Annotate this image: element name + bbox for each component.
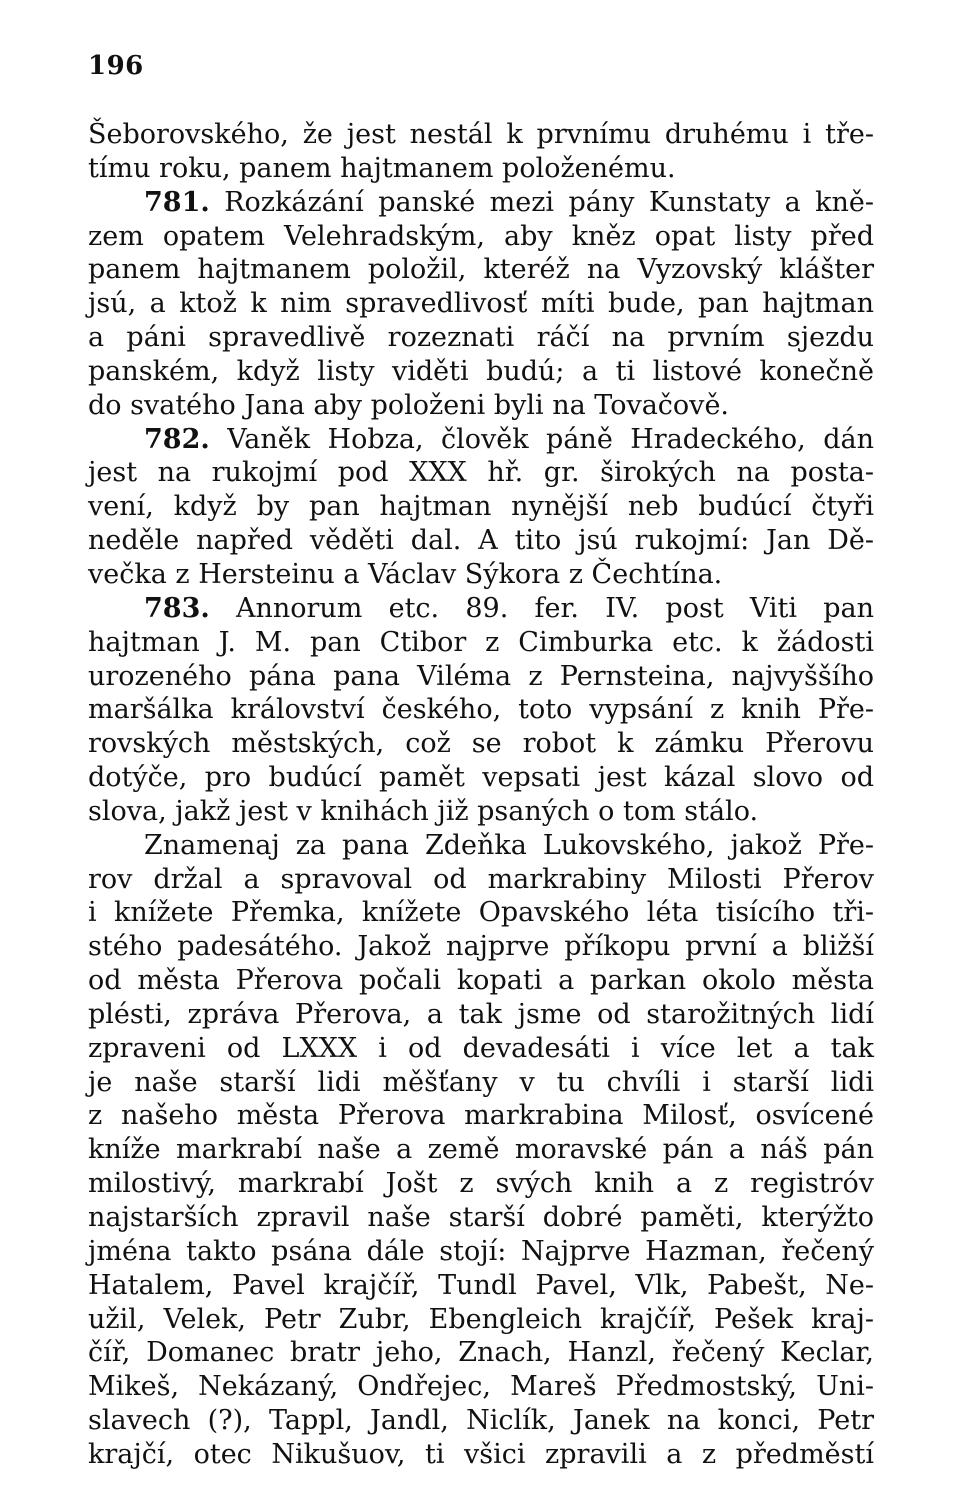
- line-text: maršálka království českého, toto vypsání z knih Pře-: [88, 694, 874, 726]
- text-line: [88, 626, 874, 660]
- line-text: jest na rukojmí pod XXX hř. gr. širokých na posta-: [88, 457, 874, 489]
- text-line: [88, 389, 874, 423]
- text-line: [88, 118, 874, 152]
- text-line: [88, 253, 874, 287]
- line-text: z našeho města Přerova markrabina Milosť, osvícené: [88, 1100, 874, 1132]
- text-line: [88, 660, 874, 694]
- text-line: [88, 727, 874, 761]
- line-text: Annorum etc. 89. fer. IV. post Viti pan: [209, 592, 874, 624]
- text-line: [88, 456, 874, 490]
- line-text: Šeborovského, že jest nestál k prvnímu druhému i tře-: [88, 119, 874, 150]
- text-line: [88, 1201, 874, 1235]
- line-text: tímu roku, panem hajtmanem položenému.: [88, 152, 676, 184]
- page-number: 196: [88, 51, 144, 81]
- text-line: [88, 1404, 874, 1438]
- text-line: [88, 152, 874, 186]
- text-line: [88, 1438, 874, 1472]
- line-text: hajtman J. M. pan Ctibor z Cimburka etc. k žádosti: [88, 626, 874, 658]
- line-text: vení, když by pan hajtman nynější neb budúcí čtyři: [88, 491, 874, 523]
- line-text: Znamenaj za pana Zdeňka Lukovského, jakož Pře-: [144, 829, 874, 861]
- text-line: [88, 761, 874, 795]
- line-text: číř, Domanec bratr jeho, Znach, Hanzl, řečený Keclar,: [88, 1337, 874, 1369]
- text-line: [88, 829, 874, 863]
- line-text: Rozkázání panské mezi pány Kunstaty a kně-: [209, 186, 874, 218]
- text-line: [88, 490, 874, 524]
- text-line: [88, 355, 874, 389]
- text-line: [88, 592, 874, 626]
- text-line: [88, 896, 874, 930]
- line-text: panem hajtmanem položil, kteréž na Vyzovský klášter: [88, 254, 874, 286]
- text-line: [88, 930, 874, 964]
- text-line: [88, 998, 874, 1032]
- line-text: užil, Velek, Petr Zubr, Ebengleich krajčíř, Pešek kraj-: [88, 1303, 874, 1335]
- line-text: je naše starší lidi měšťany v tu chvíli i starší lidi: [88, 1066, 874, 1098]
- entry-number: 781.: [144, 186, 210, 218]
- text-line: [88, 423, 874, 457]
- line-text: slavech (?), Tappl, Jandl, Niclík, Janek na konci, Petr: [88, 1405, 874, 1437]
- body-text: [88, 118, 874, 1472]
- line-text: najstarších zpravil naše starší dobré paměti, kterýžto: [88, 1202, 874, 1233]
- text-line: [88, 1336, 874, 1370]
- line-text: jsú, a ktož k nim spravedlivosť míti bude, pan hajtman: [88, 288, 874, 320]
- line-text: do svatého Jana aby položeni byli na Tovačově.: [88, 389, 729, 421]
- text-line: [88, 795, 874, 829]
- line-text: večka z Hersteinu a Václav Sýkora z Čechtína.: [88, 558, 723, 590]
- text-line: [88, 558, 874, 592]
- text-line: [88, 964, 874, 998]
- line-text: Vaněk Hobza, člověk páně Hradeckého, dán: [209, 423, 874, 455]
- line-text: Mikeš, Nekázaný, Ondřejec, Mareš Předmostský, Uni-: [88, 1371, 874, 1403]
- line-text: i knížete Přemka, knížete Opavského léta tisícího tři-: [88, 897, 874, 929]
- text-line: [88, 693, 874, 727]
- line-text: jména takto psána dále stojí: Najprve Hazman, řečený: [88, 1235, 874, 1267]
- text-line: [88, 1099, 874, 1133]
- entry-number: 783.: [144, 592, 210, 624]
- text-line: [88, 1235, 874, 1269]
- line-text: stého padesátého. Jakož najprve příkopu první a bližší: [88, 931, 874, 963]
- line-text: zpraveni od LXXX i od devadesáti i více let a tak: [88, 1032, 874, 1064]
- text-line: [88, 287, 874, 321]
- line-text: rovských městských, což se robot k zámku Přerovu: [88, 728, 874, 760]
- text-line: [88, 863, 874, 897]
- text-line: [88, 1370, 874, 1404]
- line-text: panském, když listy viděti budú; a ti listové konečně: [88, 355, 874, 387]
- text-line: [88, 220, 874, 254]
- text-line: [88, 1167, 874, 1201]
- text-line: [88, 1269, 874, 1303]
- line-text: dotýče, pro budúcí pamět vepsati jest kázal slovo od: [88, 762, 874, 794]
- text-line: [88, 321, 874, 355]
- line-text: od města Přerova počali kopati a parkan okolo města: [88, 965, 874, 997]
- text-line: [88, 524, 874, 558]
- line-text: a páni spravedlivě rozeznati ráčí na prvním sjezdu: [88, 322, 874, 354]
- text-line: [88, 1303, 874, 1337]
- line-text: Hatalem, Pavel krajčíř, Tundl Pavel, Vlk, Pabešt, Ne-: [88, 1269, 874, 1301]
- line-text: urozeného pána pana Viléma z Pernsteina, najvyššího: [88, 660, 874, 692]
- line-text: slova, jakž jest v knihách již psaných o tom stálo.: [88, 795, 759, 827]
- line-text: rov držal a spravoval od markrabiny Milosti Přerov: [88, 863, 874, 895]
- line-text: neděle napřed věděti dal. A tito jsú rukojmí: Jan Dě-: [88, 525, 874, 557]
- line-text: krajčí, otec Nikušuov, ti všici zpravili a z předměstí: [88, 1438, 874, 1470]
- text-line: [88, 1066, 874, 1100]
- text-line: [88, 1032, 874, 1066]
- entry-number: 782.: [144, 423, 210, 455]
- line-text: kníže markrabí naše a země moravské pán a náš pán: [88, 1134, 874, 1166]
- line-text: milostivý, markrabí Jošt z svých knih a z registróv: [88, 1168, 874, 1200]
- line-text: zem opatem Velehradským, aby kněz opat listy před: [88, 220, 874, 252]
- line-text: plésti, zpráva Přerova, a tak jsme od starožitných lidí: [88, 998, 874, 1030]
- text-line: [88, 186, 874, 220]
- text-line: [88, 1133, 874, 1167]
